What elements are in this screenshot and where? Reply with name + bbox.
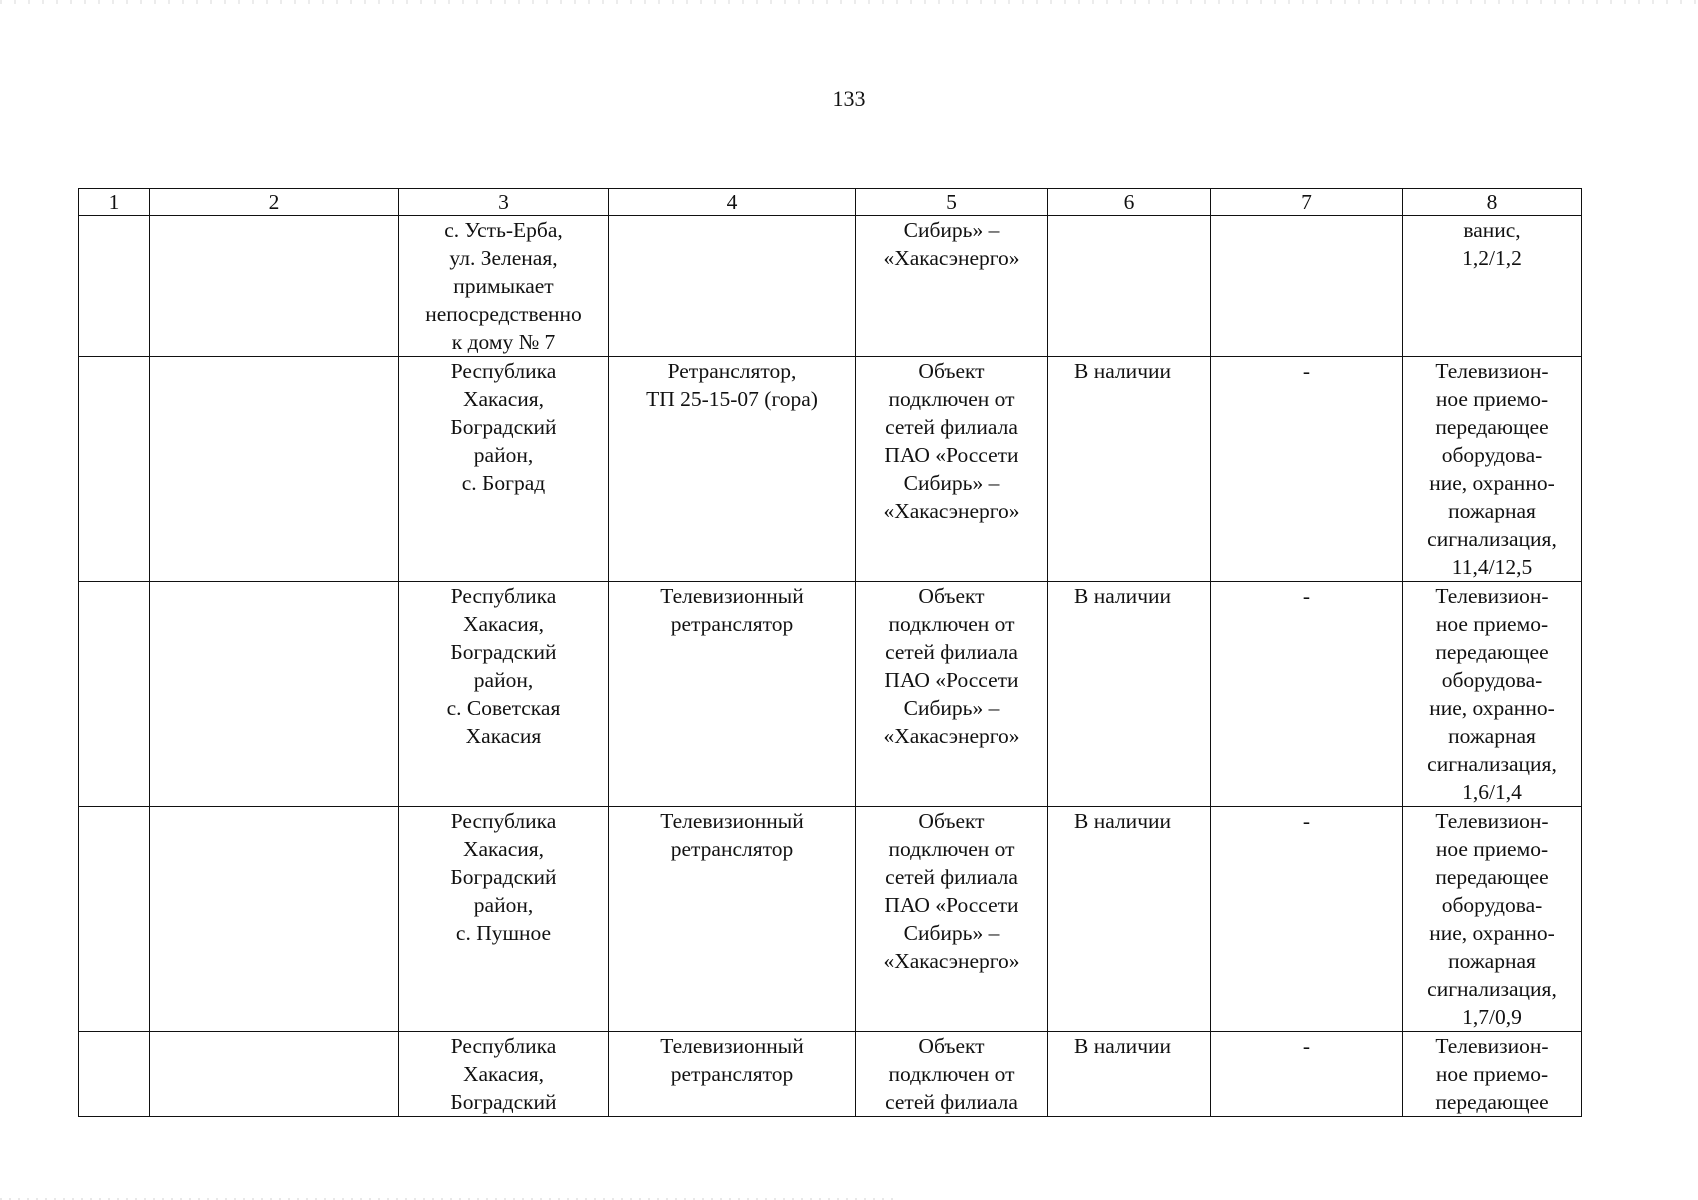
cell-name [150,357,399,582]
column-header-2: 2 [150,189,399,216]
cell-location: Республика Хакасия, Боградский район, с. Советская Хакасия [399,582,609,807]
cell-object: Телевизионный ретранслятор [609,807,856,1032]
cell-object: Ретранслятор, ТП 25-15-07 (гора) [609,357,856,582]
page-number: 133 [832,86,866,111]
cell-availability: В наличии [1048,582,1211,807]
cell-equipment: Телевизион- ное приемо- передающее оборудова- ние, охранно- пожарная сигнализация, 11,4/12,5 [1403,357,1582,582]
table-row [79,1032,1582,1117]
column-header-4: 4 [609,189,856,216]
cell-number [79,807,150,1032]
column-header-1: 1 [79,189,150,216]
cell-col7 [1211,216,1403,357]
cell-name [150,216,399,357]
cell-object: Телевизионный ретранслятор [609,1032,856,1117]
column-header-8: 8 [1403,189,1582,216]
column-header-7: 7 [1211,189,1403,216]
cell-number [79,357,150,582]
table-row [79,582,1582,807]
cell-col7: - [1211,357,1403,582]
cell-power-supply: Объект подключен от сетей филиала [856,1032,1048,1117]
cell-equipment: Телевизион- ное приемо- передающее [1403,1032,1582,1117]
cell-col7: - [1211,582,1403,807]
cell-availability: В наличии [1048,807,1211,1032]
cell-location: Республика Хакасия, Боградский [399,1032,609,1117]
cell-equipment: Телевизион- ное приемо- передающее оборудова- ние, охранно- пожарная сигнализация, 1,6/1,4 [1403,582,1582,807]
cell-power-supply: Сибирь» – «Хакасэнерго» [856,216,1048,357]
cell-col7: - [1211,1032,1403,1117]
cell-location: с. Усть-Ерба, ул. Зеленая, примыкает непосредственно к дому № 7 [399,216,609,357]
cell-name [150,582,399,807]
data-table [78,188,1582,1117]
cell-availability: В наличии [1048,357,1211,582]
cell-power-supply: Объект подключен от сетей филиала ПАО «Россети Сибирь» – «Хакасэнерго» [856,582,1048,807]
cell-availability: В наличии [1048,1032,1211,1117]
column-header-5: 5 [856,189,1048,216]
column-header-6: 6 [1048,189,1211,216]
column-header-3: 3 [399,189,609,216]
cell-number [79,1032,150,1117]
table-header-row [79,189,1582,216]
cell-equipment: ванис, 1,2/1,2 [1403,216,1582,357]
cell-number [79,582,150,807]
cell-location: Республика Хакасия, Боградский район, с. Пушное [399,807,609,1032]
cell-location: Республика Хакасия, Боградский район, с. Боград [399,357,609,582]
cell-availability [1048,216,1211,357]
cell-name [150,807,399,1032]
table-row [79,357,1582,582]
cell-object [609,216,856,357]
scan-artifact-top [0,0,1698,4]
cell-col7: - [1211,807,1403,1032]
cell-power-supply: Объект подключен от сетей филиала ПАО «Россети Сибирь» – «Хакасэнерго» [856,807,1048,1032]
table-row [79,216,1582,357]
table-row [79,807,1582,1032]
cell-name [150,1032,399,1117]
cell-power-supply: Объект подключен от сетей филиала ПАО «Россети Сибирь» – «Хакасэнерго» [856,357,1048,582]
cell-object: Телевизионный ретранслятор [609,582,856,807]
cell-equipment: Телевизион- ное приемо- передающее оборудова- ние, охранно- пожарная сигнализация, 1,7/0,9 [1403,807,1582,1032]
cell-number [79,216,150,357]
